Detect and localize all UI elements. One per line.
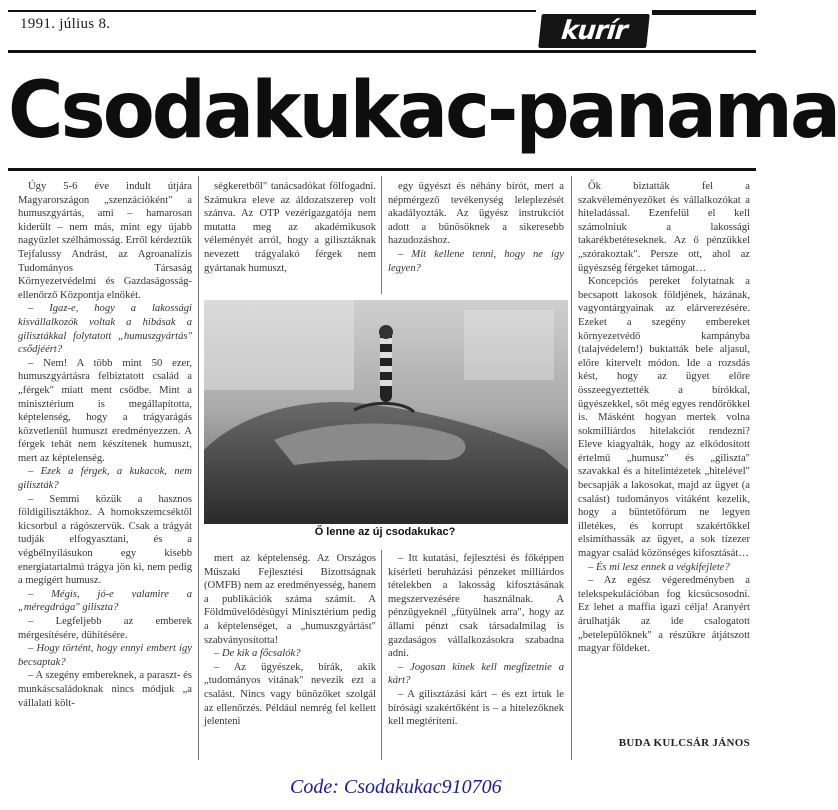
headline-rule xyxy=(8,168,756,171)
article-paragraph: ségkeretből" tanácsadókat fölfogadni. Számukra eleve az áldozatszerep volt szánva. Az OTP vezérigazgatója nem mutatta meg az akadémikusok véleményét arról, hogy a gilisztáknak nevezett trágyalakó férgek nem gyártanak humuszt, xyxy=(204,181,376,274)
top-rule-right xyxy=(652,10,756,15)
article-paragraph: Ők biztatták fel a szakvéleményezőket és vállalkozókat a hiteladással. Ezenfelül el kell számolniuk a lakossági takarékbetéteseknek. Az ő pénzükkel „szórakoztak". Persze ott, ahol az ügyészség férgeket támogat… xyxy=(578,181,750,274)
headline xyxy=(8,58,838,164)
article-paragraph: – A gilisztázási kárt – és ezt írtuk le bírósági szakértőként is – a hitelezőknek kell megtérítení. xyxy=(388,688,564,728)
article-column-2-top xyxy=(204,180,376,292)
photo-caption: Ő lenne az új csodakukac? xyxy=(314,526,456,538)
article-column-4 xyxy=(578,180,750,740)
article-paragraph: – Semmi közük a hasznos földigilisztákhoz. A homokszemcséktől kicsorbul a rágószervük. Csak a trágyát tudják elfogyasztani, és a végbélnyílásukon egy kisebb energiatartalmú trágya jön ki, nem pedig a megígért humusz. xyxy=(18,493,192,587)
column-divider-2 xyxy=(381,176,382,294)
column-divider-4 xyxy=(571,176,572,760)
masthead-rule xyxy=(8,50,756,53)
article-column-3-top xyxy=(388,180,564,292)
article-paragraph: – Nem! A több mint 50 ezer, humuszgyártásra felbiztatott család a „férgek" miatt ment csődbe. Mint a minisztérium is megállapította, képtelenség, hogy a trágyarágás közvetlenül humuszt eredményezzen. A férgek tehát nem készítenek humuszt, mert az képtelenség. xyxy=(18,357,192,464)
article-paragraph: Úgy 5-6 éve indult útjára Magyarországon „szenzációként" a humuszgyártás, ami – hamarosan kiderült – nem más, mint egy újabb nagyüzlet szélhámosság. Erről kérdeztük Tejfalussy Andrást, az Agroanalízis Tudományos Társaság Környezetvédelmi és Gazdaságosság-ellenőrző Központja elnökét. xyxy=(18,181,192,301)
article-paragraph: – Az ügyészek, bírák, akik „tudományos vitának" nevezik ezt a csalást. Nincs vagy bűnözőket szolgál az ellenőrzés. Például nemrég fel kellett jelenteni xyxy=(204,661,376,728)
article-paragraph: – És mi lesz ennek a végkifejlete? xyxy=(588,561,730,573)
masthead-rule-left xyxy=(8,10,536,12)
article-paragraph: – A szegény embereknek, a paraszt- és munkáscsaládoknak nincs módjuk „a vállalati költ- xyxy=(18,670,192,709)
footer-code: Code: Csodakukac910706 xyxy=(290,776,502,798)
article-paragraph: – Mégis, jó-e valamire a „méregdrága" giliszta? xyxy=(18,588,192,614)
article-paragraph: Koncepciós pereket folytatnak a becsapott lakosok földjének, házának, vagyontárgyainak az elárverezésére. Ezeket a szegény embereket környezetvédő kampányba (talajvédelem!) buktatták bele aljasul, előre kitervelt módon. Ide a rozsdás kést, hogy az ügyet előre összeegyeztették a bírókkal, ügyészekkel, sőt még egyes rendőrökkel is. Másként hogyan mertek volna sokmilliárdos hitelakciót rendezni? Eleve kiagyalták, hogy az elkódosított értelmű „humusz" és „giliszta" szavakkal és a hitelintézetek „hitelével" becsapják a lakosokat, majd az ügyet (a csalást) tudományos vitáként kezelik, hogy a büntetőfórum ne legyen illetékes, és korrupt szakértőkkel elsimíthassák az ügyet, a sok tízezer magyar család közönséges kifosztását… xyxy=(578,276,750,560)
article-paragraph: egy ügyészt és néhány bírót, mert a népmérgező tevékenység leleplezését akadályozták. Az ügyész instrukciót adott a bűnösöknek a sikeresebb hazudozáshoz. xyxy=(388,181,564,247)
article-paragraph: – Igaz-e, hogy a lakossági kisvállalkozók voltak a hibásak a gilisztákkal folytatott „humuszgyártás" csődjéért? xyxy=(18,303,192,356)
article-paragraph: – Ezek a férgek, a kukacok, nem giliszták? xyxy=(18,466,192,492)
worm-figure xyxy=(379,325,393,402)
article-paragraph: mert az képtelenség. Az Országos Műszaki Fejlesztési Bizottságnak (OMFB) nem az eredményesség, hanem a publikációk száma számít. A Földművelődésügyi Minisztérium pedig a képtelenséget, a „humuszgyártást" szabványosította! xyxy=(204,553,376,646)
article-column-2-bottom xyxy=(204,552,376,758)
article-paragraph: – Legfeljebb az emberek mérgesítésére, dühítésére. xyxy=(18,616,192,641)
article-paragraph: – Mit kellene tenni, hogy ne így legyen? xyxy=(388,248,564,274)
article-column-1 xyxy=(18,180,192,758)
author-signature: BUDA KULCSÁR JÁNOS xyxy=(618,737,750,749)
article-paragraph: – Az egész végeredményben a telekspekulációban fog kicsúcsosodni. Ez lehet a maffia igazi célja! Aranyért árulhatják az ide csalogatott „betelepülőknek" a részükre átjátszott magyar földeket. xyxy=(578,575,750,655)
article-paragraph: – Itt kutatási, fejlesztési és főképpen kísérleti beruházási pénzeket milliárdos tételekben a lakosság kifosztásának megszervezésére használnak. A pénzügyeknél „fütyülnek arra", hogy az állami pénzt csak társadalmilag is gazdaságos vállalkozásokra szabadna adni. xyxy=(388,553,564,660)
headline-text: Csodakukac-panama xyxy=(8,66,838,156)
article-column-3-bottom xyxy=(388,552,564,758)
article-paragraph: – De kik a főcsalók? xyxy=(214,648,301,660)
column-divider-1 xyxy=(198,176,199,760)
article-photo xyxy=(204,300,568,524)
article-paragraph: – Jogosan kinek kell megfizetnie a kárt? xyxy=(388,661,564,687)
issue-date: 1991. július 8. xyxy=(20,16,111,32)
column-divider-3 xyxy=(381,550,382,760)
newspaper-logo: kurír xyxy=(538,14,650,48)
hand-with-worm-image xyxy=(204,300,568,524)
article-paragraph: – Hogy történt, hogy ennyi embert így becsaptak? xyxy=(18,643,192,668)
